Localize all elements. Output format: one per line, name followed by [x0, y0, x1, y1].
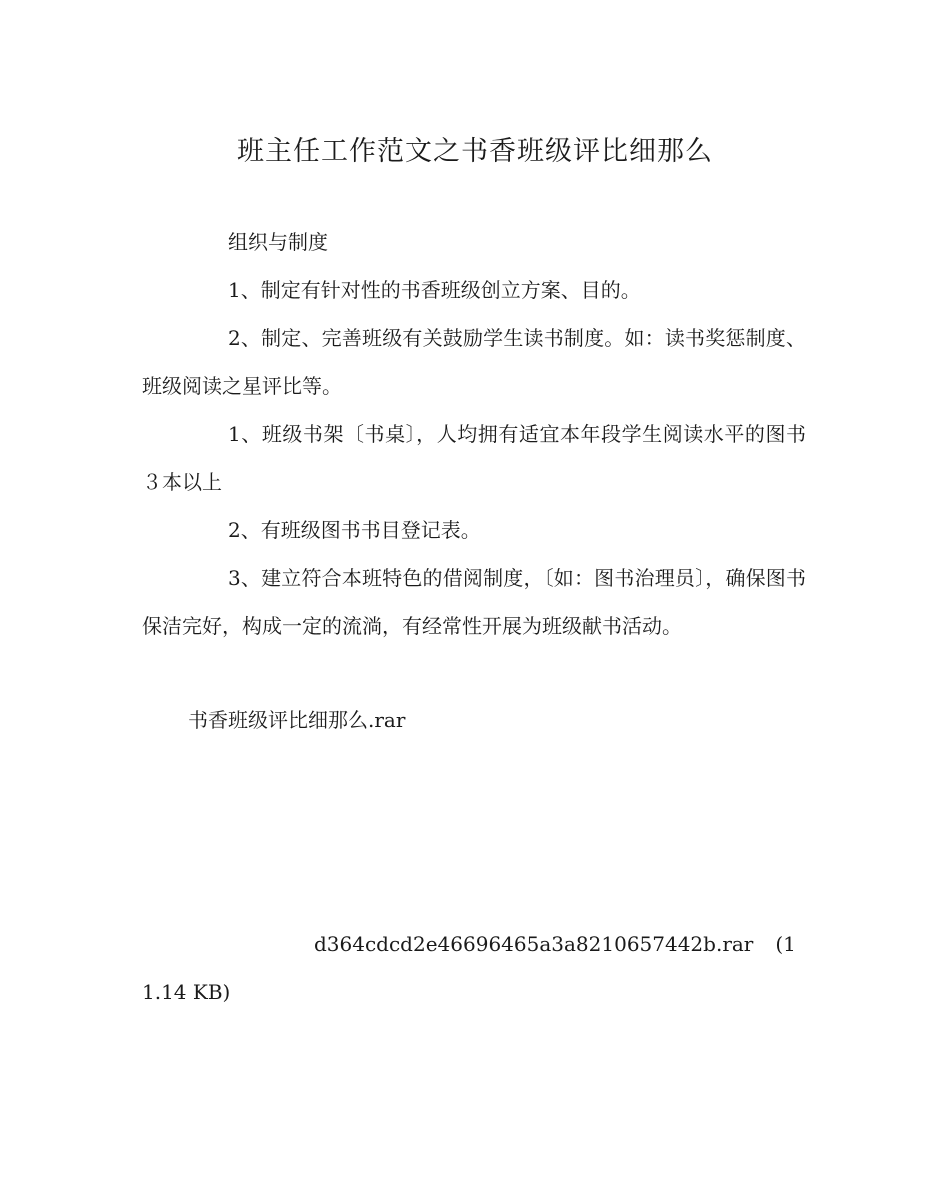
paragraph: 3、建立符合本班特色的借阅制度，〔如：图书治理员〕，确保图书保洁完好，构成一定的流淌，有经常性开展为班级献书活动。 — [142, 566, 806, 638]
attachment-file — [142, 920, 802, 1016]
paragraph: 2、制定、完善班级有关鼓励学生读书制度。如：读书奖惩制度、班级阅读之星评比等。 — [142, 326, 806, 398]
section-heading: 组织与制度 — [228, 230, 328, 254]
paragraph: 1、班级书架〔书桌〕，人均拥有适宜本年段学生阅读水平的图书３本以上 — [142, 422, 806, 494]
document-title: 班主任工作范文之书香班级评比细那么 — [237, 136, 713, 167]
attachment-filename[interactable]: d364cdcd2e46696465a3a8210657442b.rar — [314, 932, 754, 956]
attachment-size: (11.14 KB) — [142, 932, 796, 1004]
document-body — [142, 218, 806, 650]
paragraph: 1、制定有针对性的书香班级创立方案、目的。 — [228, 278, 641, 302]
attachment-link[interactable]: 书香班级评比细那么.rar — [188, 708, 406, 732]
paragraph: 2、有班级图书书目登记表。 — [228, 518, 481, 542]
